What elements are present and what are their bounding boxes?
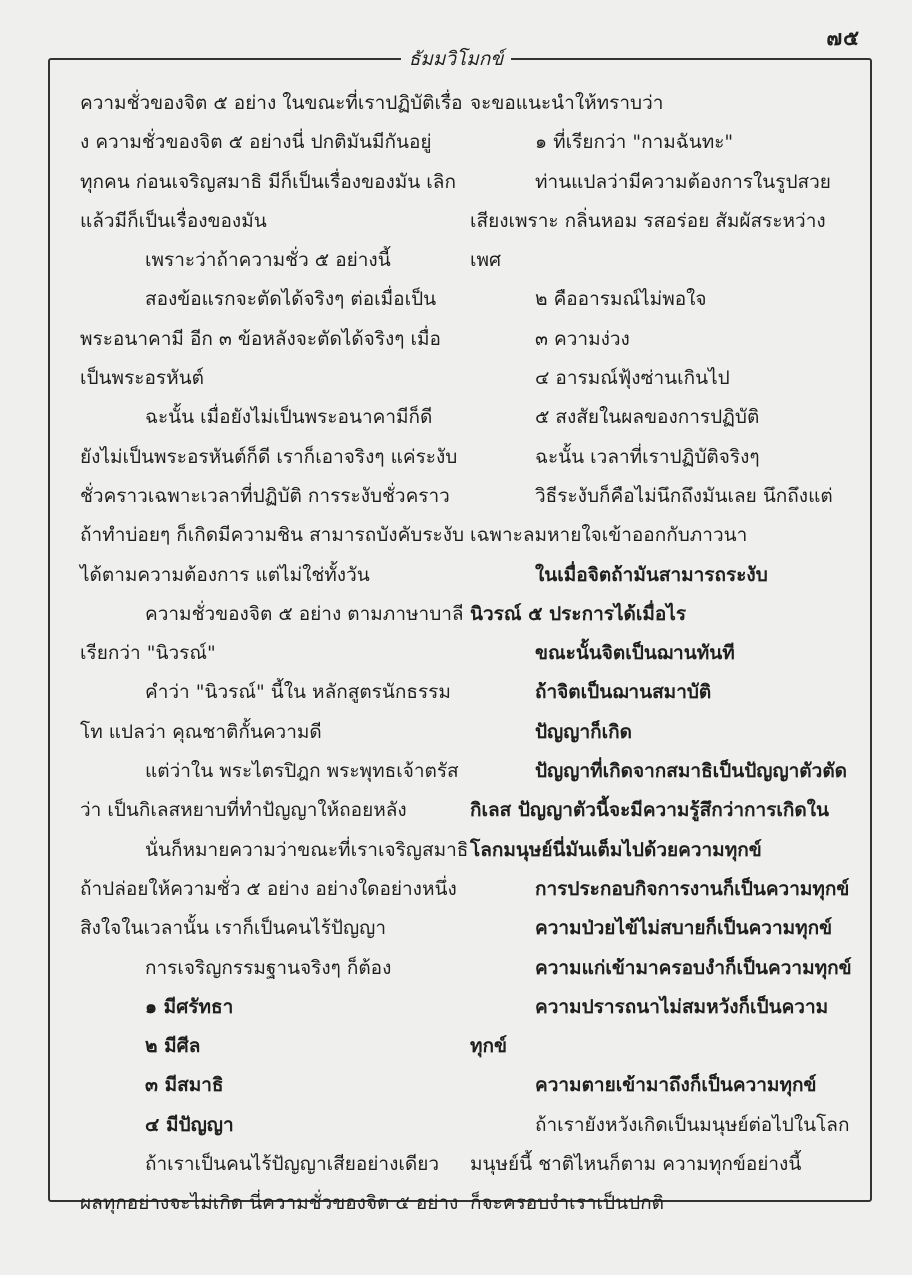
text-line: เฉพาะลมหายใจเข้าออกกับภาวนา (470, 524, 748, 547)
text-line: ฉะนั้น เวลาที่เราปฏิบัติจริงๆ (535, 445, 760, 468)
text-line: ถ้าเราเป็นคนไร้ปัญญาเสียอย่างเดียว (145, 1153, 439, 1176)
text-line: ง ความชั่วของจิต ๕ อย่างนี่ ปกติมันมีกันอยู่ (80, 131, 432, 154)
text-line: ๓ มีสมาธิ (145, 1074, 224, 1097)
text-line: เรียกว่า "นิวรณ์" (80, 642, 216, 665)
text-line: ปัญญาที่เกิดจากสมาธิเป็นปัญญาตัวตัด (535, 760, 847, 783)
text-line: ปัญญาก็เกิด (535, 720, 632, 743)
text-line: ทุกคน ก่อนเจริญสมาธิ มีก็เป็นเรื่องของมัน เลิก (80, 170, 456, 193)
text-line: ได้ตามความต้องการ แต่ไม่ใช่ทั้งวัน (80, 563, 370, 586)
text-line: ถ้าทำบ่อยๆ ก็เกิดมีความชิน สามารถบังคับระงับ (80, 524, 465, 547)
text-line: การเจริญกรรมฐานจริงๆ ก็ต้อง (145, 956, 392, 979)
text-line: ก็จะครอบงำเราเป็นปกติ (470, 1192, 664, 1215)
text-line: ความตายเข้ามาถึงก็เป็นความทุกข์ (535, 1074, 817, 1097)
text-line: แต่ว่าใน พระไตรปิฎก พระพุทธเจ้าตรัส (145, 760, 459, 783)
text-line: คำว่า "นิวรณ์" นี้ใน หลักสูตรนักธรรม (145, 681, 451, 704)
text-line: ว่า เป็นกิเลสหยาบที่ทำปัญญาให้ถอยหลัง (80, 799, 407, 822)
text-line: ฉะนั้น เมื่อยังไม่เป็นพระอนาคามีก็ดี (145, 406, 433, 429)
text-line: มนุษย์นี้ ชาติไหนก็ตาม ความทุกข์อย่างนี้ (470, 1153, 802, 1176)
text-line: ทุกข์ (470, 1035, 508, 1058)
text-line: โลกมนุษย์นี่มันเต็มไปด้วยความทุกข์ (470, 838, 762, 861)
text-line: นิวรณ์ ๕ ประการได้เมื่อไร (470, 602, 687, 625)
text-line: สองข้อแรกจะตัดได้จริงๆ ต่อเมื่อเป็น (145, 288, 437, 311)
text-line: เป็นพระอรหันต์ (80, 367, 204, 390)
text-line: โท แปลว่า คุณชาติกั้นความดี (80, 720, 322, 743)
text-line: วิธีระงับก็คือไม่นึกถึงมันเลย นึกถึงแต่ (535, 484, 833, 507)
text-line: ๔ อารมณ์ฟุ้งซ่านเกินไป (535, 367, 730, 390)
text-line: ถ้าปล่อยให้ความชั่ว ๕ อย่าง อย่างใดอย่างหนึ่ง (80, 877, 457, 900)
text-line: ท่านแปลว่ามีความต้องการในรูปสวย (535, 170, 831, 193)
text-line: เพราะว่าถ้าความชั่ว ๕ อย่างนี้ (145, 249, 391, 272)
right-column (470, 84, 850, 1224)
text-line: ในเมื่อจิตถ้ามันสามารถระงับ (535, 563, 768, 586)
text-line: ๕ สงสัยในผลของการปฏิบัติ (535, 406, 760, 429)
text-line: ๓ ความง่วง (535, 327, 630, 350)
text-line: ความแก่เข้ามาครอบงำก็เป็นความทุกข์ (535, 956, 852, 979)
text-line: ถ้าเรายังหวังเกิดเป็นมนุษย์ต่อไปในโลก (535, 1113, 850, 1136)
text-line: ๒ มีศีล (145, 1035, 201, 1058)
text-line: จะขอแนะนำให้ทราบว่า (470, 92, 664, 114)
text-line: พระอนาคามี อีก ๓ ข้อหลังจะตัดได้จริงๆ เมื่อ (80, 327, 441, 350)
text-line: กิเลส ปัญญาตัวนี้จะมีความรู้สึกว่าการเกิดใน (470, 799, 830, 822)
left-column (80, 84, 469, 1224)
text-line: ขณะนั้นจิตเป็นฌานทันที (535, 642, 735, 665)
text-line: ๒ คืออารมณ์ไม่พอใจ (535, 288, 707, 311)
header-title: ธัมมวิโมกข์ (401, 48, 512, 70)
text-line: ๔ มีปัญญา (145, 1113, 234, 1136)
text-line: ความปรารถนาไม่สมหวังก็เป็นความ (535, 995, 829, 1018)
running-header (0, 44, 912, 74)
text-line: ๑ ที่เรียกว่า "กามฉันทะ" (535, 131, 734, 154)
text-line: การประกอบกิจการงานก็เป็นความทุกข์ (535, 877, 850, 900)
text-line: ความป่วยไข้ไม่สบายก็เป็นความทุกข์ (535, 917, 833, 940)
text-line: สิงใจในเวลานั้น เราก็เป็นคนไร้ปัญญา (80, 917, 387, 940)
text-line: นั่นก็หมายความว่าขณะที่เราเจริญสมาธิ (145, 838, 469, 861)
text-line: เสียงเพราะ กลิ่นหอม รสอร่อย สัมผัสระหว่าง (470, 209, 826, 232)
text-line: ชั่วคราวเฉพาะเวลาที่ปฏิบัติ การระงับชั่วคราว (80, 484, 450, 507)
text-line: ยังไม่เป็นพระอรหันต์ก็ดี เราก็เอาจริงๆ แค่ระงับ (80, 445, 458, 468)
text-line: ความชั่วของจิต ๕ อย่าง ในขณะที่เราปฏิบัติเรื่อ (80, 92, 463, 114)
page-number: ๗๕ (826, 25, 860, 50)
text-line: แล้วมีก็เป็นเรื่องของมัน (80, 209, 267, 232)
text-line: ๑ มีศรัทธา (145, 995, 234, 1018)
text-line: ความชั่วของจิต ๕ อย่าง ตามภาษาบาลี (145, 602, 464, 625)
text-line: ผลทุกอย่างจะไม่เกิด นี่ความชั่วของจิต ๕ อย่าง (80, 1192, 459, 1215)
text-line: ถ้าจิตเป็นฌานสมาบัติ (535, 681, 712, 704)
text-line: เพศ (470, 249, 502, 272)
